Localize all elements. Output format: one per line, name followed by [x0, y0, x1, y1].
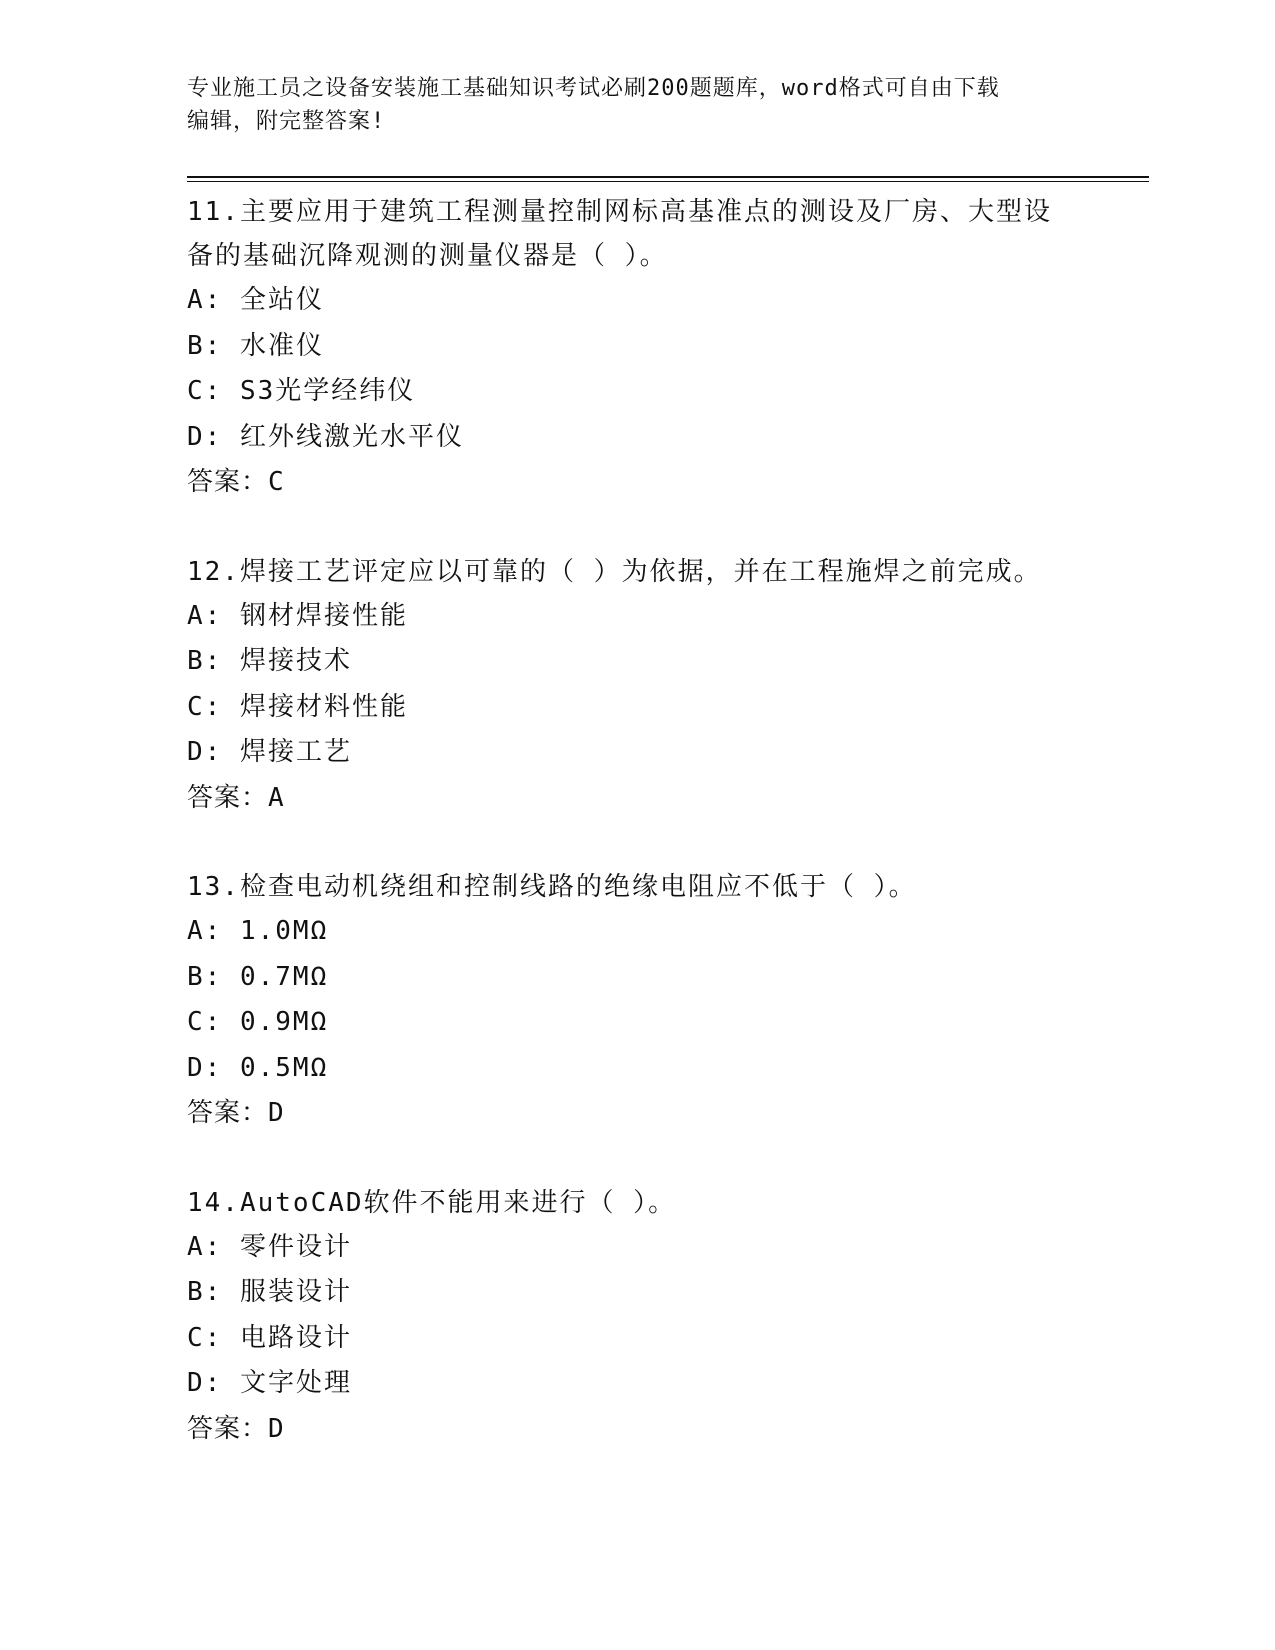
option-b: B: 0.7MΩ	[187, 961, 329, 992]
question-stem	[187, 865, 1087, 909]
option-d: D: 文字处理	[187, 1368, 352, 1398]
option-a: A: 1.0MΩ	[187, 916, 329, 946]
option-c: C: S3光学经纬仪	[187, 376, 416, 406]
header-line-2: 编辑，附完整答案!	[187, 109, 386, 134]
question-list	[187, 190, 1087, 1496]
question-14	[187, 1181, 1087, 1453]
question-stem-line: 13.检查电动机绕组和控制线路的绝缘电阻应不低于（ ）。	[187, 872, 917, 902]
option-a: A: 全站仪	[187, 285, 324, 315]
answer: 答案：C	[187, 467, 285, 497]
question-stem	[187, 1181, 1087, 1225]
option-b: B: 焊接技术	[187, 646, 352, 676]
question-stem-line: 11.主要应用于建筑工程测量控制网标高基准点的测设及厂房、大型设	[187, 197, 1052, 227]
option-d: D: 红外线激光水平仪	[187, 421, 464, 452]
question-stem	[187, 550, 1087, 594]
question-stem-line: 14.AutoCAD软件不能用来进行（ ）。	[187, 1187, 677, 1218]
header-divider-thin	[187, 181, 1149, 182]
option-d: D: 0.5MΩ	[187, 1052, 329, 1083]
header-line-1: 专业施工员之设备安装施工基础知识考试必刷200题题库，word格式可自由下载	[187, 76, 1000, 101]
option-c: C: 焊接材料性能	[187, 691, 408, 722]
question-13	[187, 865, 1087, 1137]
question-stem-line: 备的基础沉降观测的测量仪器是（ ）。	[187, 241, 668, 271]
question-11	[187, 190, 1087, 506]
header-divider-thick	[187, 176, 1149, 178]
option-b: B: 服装设计	[187, 1277, 352, 1307]
option-a: A: 零件设计	[187, 1231, 352, 1262]
document-header	[187, 72, 1067, 138]
question-stem-line: 12.焊接工艺评定应以可靠的（ ）为依据，并在工程施焊之前完成。	[187, 556, 1042, 587]
option-d: D: 焊接工艺	[187, 737, 352, 767]
question-stem	[187, 190, 1087, 278]
option-c: C: 0.9MΩ	[187, 1007, 329, 1037]
question-12	[187, 550, 1087, 822]
answer: 答案：A	[187, 782, 285, 813]
option-b: B: 水准仪	[187, 330, 324, 361]
option-c: C: 电路设计	[187, 1322, 352, 1353]
option-a: A: 钢材焊接性能	[187, 600, 408, 631]
answer: 答案：D	[187, 1413, 285, 1444]
answer: 答案：D	[187, 1098, 285, 1128]
